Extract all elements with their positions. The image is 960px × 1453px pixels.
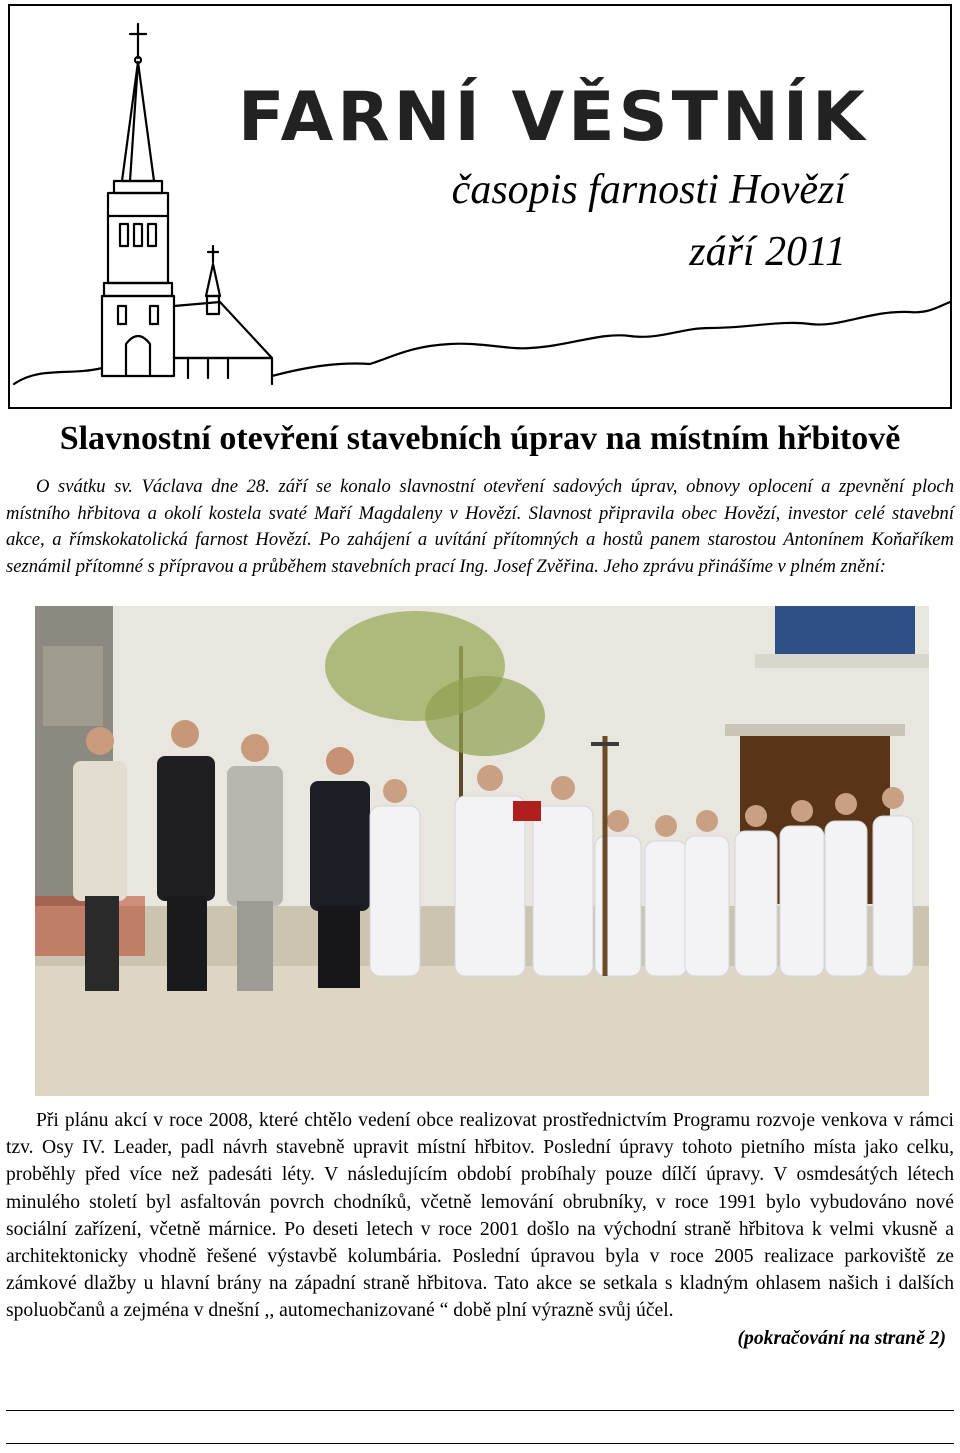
ceremony-photo bbox=[35, 606, 929, 1096]
newsletter-title: FARNÍ VĚSTNÍK bbox=[238, 78, 869, 157]
continued-note: (pokračování na straně 2) bbox=[737, 1327, 946, 1349]
article-body bbox=[6, 1107, 954, 1352]
ceremony-photo-illustration bbox=[35, 606, 929, 1096]
article-body-text: Při plánu akcí v roce 2008, které chtělo vedení obce realizovat prostřednictvím Programu rozvoje venkova v rámci tzv. Osy IV. Leader, padl návrh stavebně upravit místní hřbitov. Poslední úpravy tohoto pietního místa jako celku, proběhly před více než padesáti léty. V následujícím období probíhaly pouze dílčí úpravy. V osmdesátých létech minulého století byl asfaltován povrch chodníků, včetně lemování obrubníky, v roce 1991 bylo vybudováno nové sociální zařízení, včetně márnice. Po deseti letech v roce 2001 došlo na východní straně hřbitova k velmi vkusně a architektonicky vhodně řešené výstavbě kolumbária. Poslední úpravou byla v roce 2005 realizace parkoviště ze zámkové dlažby u hlavní brány na západní straně hřbitova. Tato akce se setkala s kladným ohlasem našich i dalších spoluobčanů a zejména v dnešní ,, automechanizované “ době plní výrazně svůj účel. bbox=[6, 1110, 954, 1322]
issue-date: září 2011 bbox=[689, 229, 846, 275]
article-intro: O svátku sv. Václava dne 28. září se konalo slavnostní otevření sadových úprav, obnovy oplocení a zpevnění ploch místního hřbitova a okolí kostela svaté Maří Magdaleny v Hovězí. Slavnost připravila obec Hovězí, investor celé stavební akce, a římskokatolická farnost Hovězí. Po zahájení a uvítání přítomných a hostů panem starostou Antonínem Koňaříkem seznámil přítomné s přípravou a průběhem stavebních prací Ing. Josef Zvěřina. Jeho zprávu přinášíme v plném znění: bbox=[6, 476, 954, 577]
article-headline: Slavnostní otevření stavebních úprav na místním hřbitově bbox=[59, 420, 901, 457]
footer-rule-top bbox=[6, 1410, 954, 1411]
masthead bbox=[8, 4, 952, 409]
footer-rule-bottom bbox=[6, 1443, 954, 1444]
newsletter-subtitle: časopis farnosti Hovězí bbox=[451, 167, 846, 213]
